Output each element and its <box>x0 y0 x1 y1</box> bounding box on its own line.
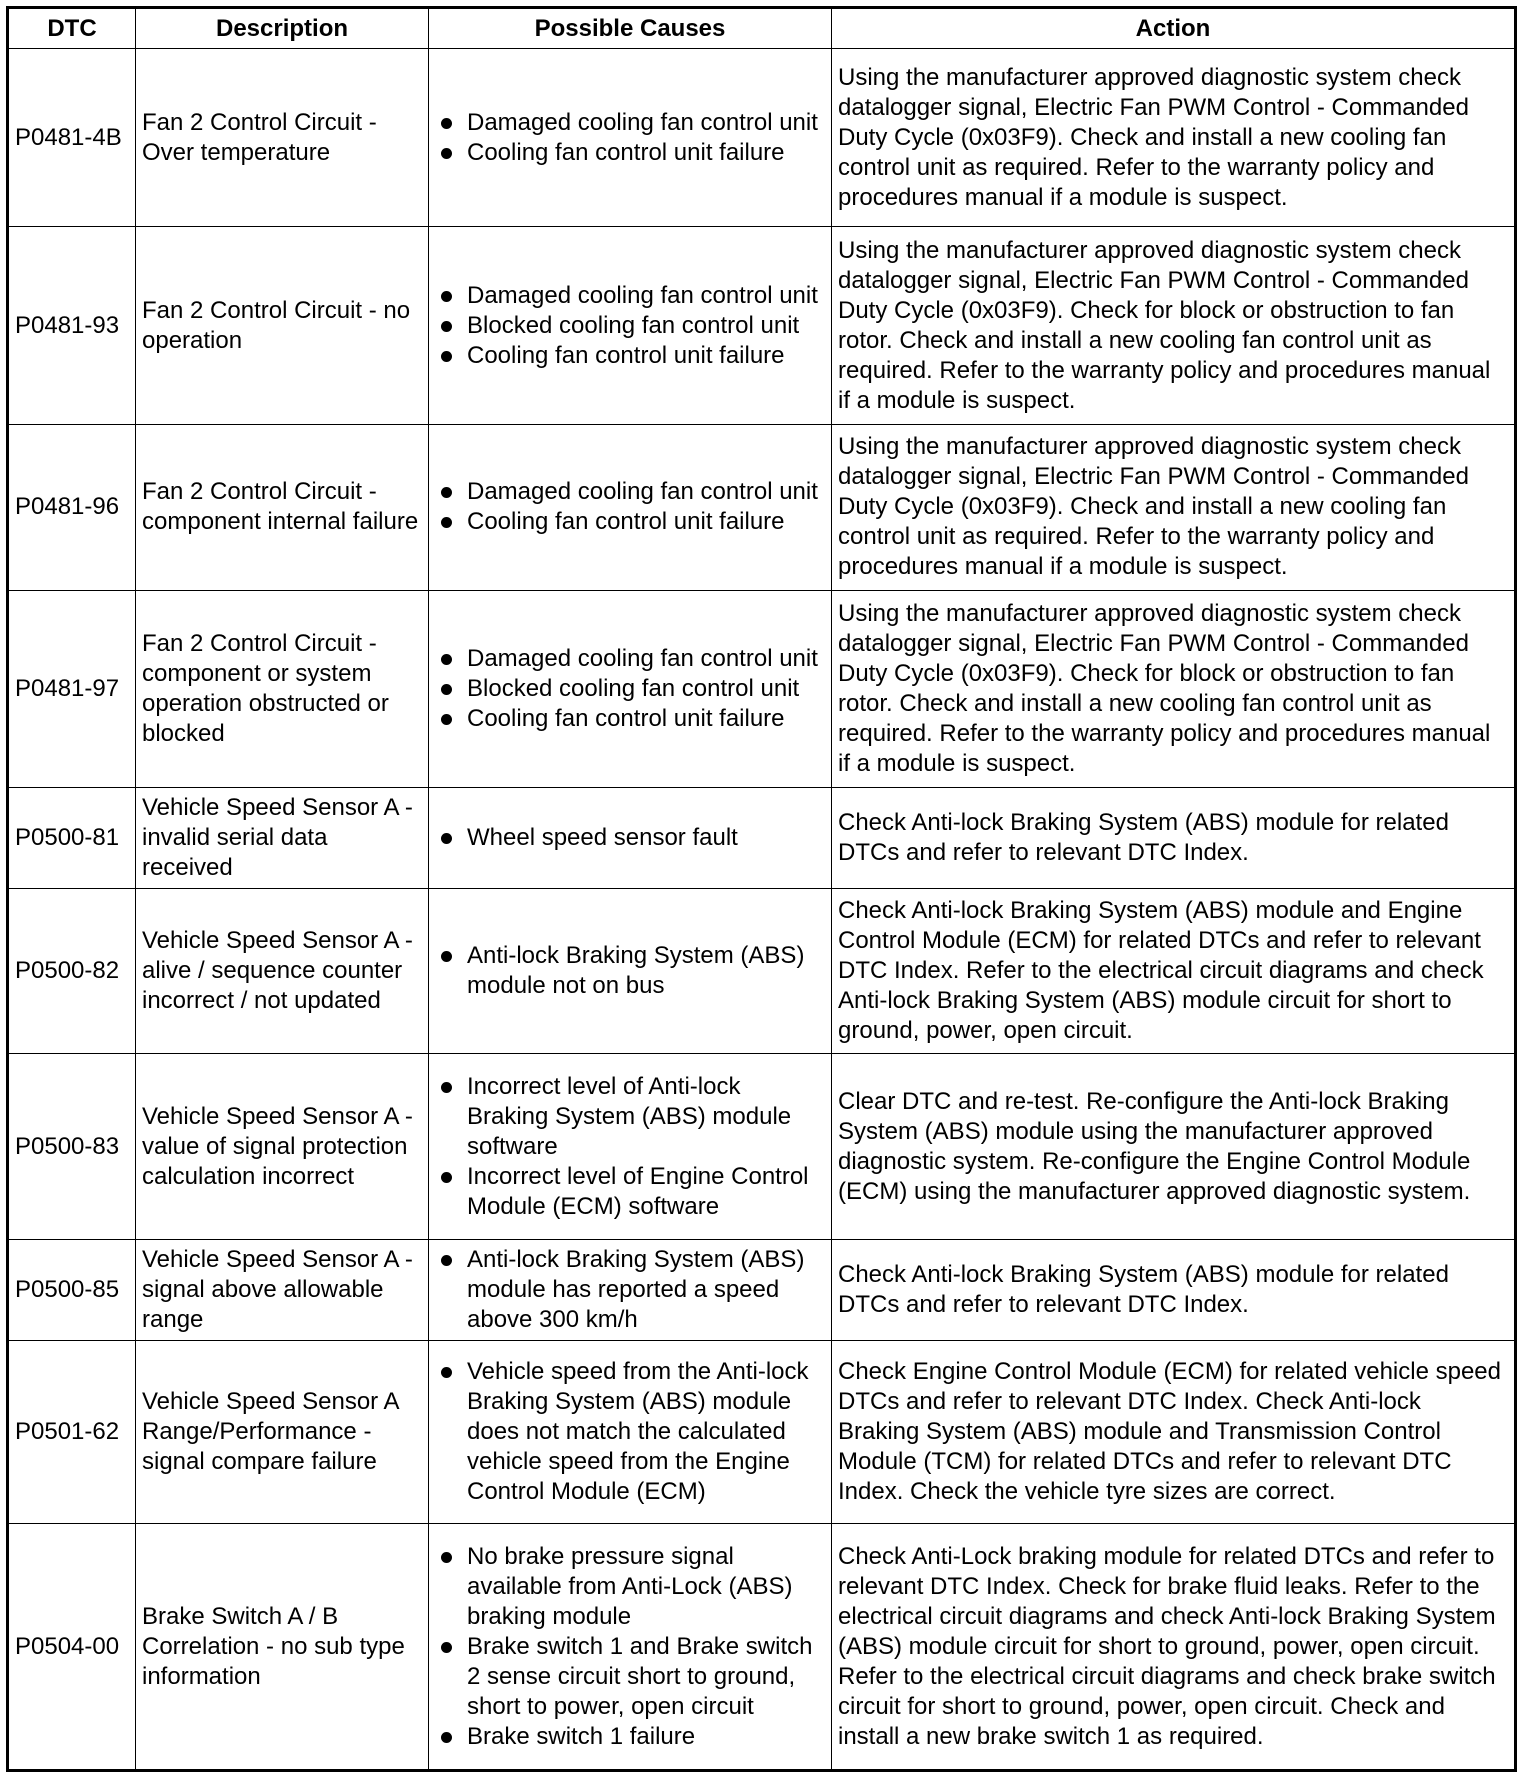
dtc-code: P0481-97 <box>8 590 136 788</box>
action-text: Check Anti-lock Braking System (ABS) module for related DTCs and refer to relevant DTC Index. <box>832 788 1516 889</box>
header-row <box>8 8 1516 49</box>
dtc-code: P0501-62 <box>8 1340 136 1524</box>
possible-causes-list <box>435 477 825 537</box>
table-row <box>8 1054 1516 1240</box>
possible-cause-item: Incorrect level of Anti-lock Braking System (ABS) module software <box>435 1072 825 1162</box>
table-row <box>8 788 1516 889</box>
action-text: Check Anti-lock Braking System (ABS) module and Engine Control Module (ECM) for related DTCs and refer to relevant DTC Index. Refer to the electrical circuit diagrams and check Anti-lock Braking System (ABS) module circuit for short to ground, power, open circuit. <box>832 888 1516 1053</box>
dtc-table <box>6 6 1517 1772</box>
table-row <box>8 1524 1516 1771</box>
dtc-description: Fan 2 Control Circuit - component or system operation obstructed or blocked <box>136 590 429 788</box>
dtc-code: P0500-83 <box>8 1054 136 1240</box>
possible-causes-list <box>435 281 825 371</box>
possible-cause-item: Damaged cooling fan control unit <box>435 477 825 507</box>
possible-causes-list <box>435 1072 825 1222</box>
dtc-code: P0500-81 <box>8 788 136 889</box>
possible-cause-item: Blocked cooling fan control unit <box>435 674 825 704</box>
dtc-description: Vehicle Speed Sensor A - invalid serial data received <box>136 788 429 889</box>
header-description: Description <box>136 8 429 49</box>
possible-causes-cell <box>429 425 832 590</box>
table-row <box>8 1240 1516 1341</box>
action-text: Check Anti-lock Braking System (ABS) module for related DTCs and refer to relevant DTC Index. <box>832 1240 1516 1341</box>
table-row <box>8 590 1516 788</box>
possible-causes-cell <box>429 1054 832 1240</box>
dtc-description: Vehicle Speed Sensor A - value of signal protection calculation incorrect <box>136 1054 429 1240</box>
possible-cause-item: No brake pressure signal available from Anti-Lock (ABS) braking module <box>435 1542 825 1632</box>
possible-cause-item: Cooling fan control unit failure <box>435 138 825 168</box>
possible-cause-item: Cooling fan control unit failure <box>435 341 825 371</box>
possible-causes-cell <box>429 888 832 1053</box>
possible-causes-list <box>435 823 825 853</box>
action-text: Using the manufacturer approved diagnostic system check datalogger signal, Electric Fan PWM Control - Commanded Duty Cycle (0x03F9). Check and install a new cooling fan control unit as required. Refer to the warranty policy and procedures manual if a module is suspect. <box>832 425 1516 590</box>
dtc-code: P0481-96 <box>8 425 136 590</box>
dtc-code: P0481-4B <box>8 49 136 227</box>
possible-causes-cell <box>429 590 832 788</box>
possible-causes-list <box>435 1357 825 1507</box>
table-row <box>8 425 1516 590</box>
dtc-code: P0500-82 <box>8 888 136 1053</box>
possible-causes-list <box>435 941 825 1001</box>
possible-causes-cell <box>429 1524 832 1771</box>
table-row <box>8 227 1516 425</box>
dtc-description: Fan 2 Control Circuit - Over temperature <box>136 49 429 227</box>
possible-causes-cell <box>429 49 832 227</box>
table-row <box>8 888 1516 1053</box>
possible-cause-item: Brake switch 1 and Brake switch 2 sense circuit short to ground, short to power, open circuit <box>435 1632 825 1722</box>
dtc-code: P0500-85 <box>8 1240 136 1341</box>
possible-cause-item: Brake switch 1 failure <box>435 1722 825 1752</box>
possible-causes-list <box>435 1542 825 1752</box>
action-text: Using the manufacturer approved diagnostic system check datalogger signal, Electric Fan PWM Control - Commanded Duty Cycle (0x03F9). Check for block or obstruction to fan rotor. Check and install a new cooling fan control unit as required. Refer to the warranty policy and procedures manual if a module is suspect. <box>832 227 1516 425</box>
possible-causes-cell <box>429 227 832 425</box>
dtc-description: Fan 2 Control Circuit - component internal failure <box>136 425 429 590</box>
possible-cause-item: Wheel speed sensor fault <box>435 823 825 853</box>
possible-causes-list <box>435 1245 825 1335</box>
possible-cause-item: Anti-lock Braking System (ABS) module has reported a speed above 300 km/h <box>435 1245 825 1335</box>
table-row <box>8 1340 1516 1524</box>
dtc-description: Vehicle Speed Sensor A - signal above allowable range <box>136 1240 429 1341</box>
possible-causes-cell <box>429 1240 832 1341</box>
table-body <box>8 49 1516 1771</box>
action-text: Check Engine Control Module (ECM) for related vehicle speed DTCs and refer to relevant DTC Index. Check Anti-lock Braking System (ABS) module and Transmission Control Module (TCM) for related DTCs and refer to relevant DTC Index. Check the vehicle tyre sizes are correct. <box>832 1340 1516 1524</box>
possible-causes-list <box>435 644 825 734</box>
possible-cause-item: Damaged cooling fan control unit <box>435 108 825 138</box>
dtc-code: P0504-00 <box>8 1524 136 1771</box>
action-text: Using the manufacturer approved diagnostic system check datalogger signal, Electric Fan PWM Control - Commanded Duty Cycle (0x03F9). Check and install a new cooling fan control unit as required. Refer to the warranty policy and procedures manual if a module is suspect. <box>832 49 1516 227</box>
possible-cause-item: Damaged cooling fan control unit <box>435 644 825 674</box>
possible-cause-item: Blocked cooling fan control unit <box>435 311 825 341</box>
dtc-description: Fan 2 Control Circuit - no operation <box>136 227 429 425</box>
dtc-description: Vehicle Speed Sensor A Range/Performance - signal compare failure <box>136 1340 429 1524</box>
header-possible-causes: Possible Causes <box>429 8 832 49</box>
dtc-code: P0481-93 <box>8 227 136 425</box>
header-action: Action <box>832 8 1516 49</box>
possible-cause-item: Vehicle speed from the Anti-lock Braking System (ABS) module does not match the calculated vehicle speed from the Engine Control Module (ECM) <box>435 1357 825 1507</box>
possible-causes-cell <box>429 1340 832 1524</box>
possible-cause-item: Incorrect level of Engine Control Module (ECM) software <box>435 1162 825 1222</box>
header-dtc: DTC <box>8 8 136 49</box>
possible-cause-item: Anti-lock Braking System (ABS) module not on bus <box>435 941 825 1001</box>
dtc-description: Brake Switch A / B Correlation - no sub type information <box>136 1524 429 1771</box>
possible-cause-item: Cooling fan control unit failure <box>435 507 825 537</box>
possible-cause-item: Damaged cooling fan control unit <box>435 281 825 311</box>
action-text: Using the manufacturer approved diagnostic system check datalogger signal, Electric Fan PWM Control - Commanded Duty Cycle (0x03F9). Check for block or obstruction to fan rotor. Check and install a new cooling fan control unit as required. Refer to the warranty policy and procedures manual if a module is suspect. <box>832 590 1516 788</box>
possible-causes-list <box>435 108 825 168</box>
dtc-description: Vehicle Speed Sensor A - alive / sequence counter incorrect / not updated <box>136 888 429 1053</box>
table-row <box>8 49 1516 227</box>
action-text: Check Anti-Lock braking module for related DTCs and refer to relevant DTC Index. Check for brake fluid leaks. Refer to the electrical circuit diagrams and check Anti-lock Braking System (ABS) module circuit for short to ground, power, open circuit. Refer to the electrical circuit diagrams and check brake switch circuit for short to ground, power, open circuit. Check and install a new brake switch 1 as required. <box>832 1524 1516 1771</box>
possible-cause-item: Cooling fan control unit failure <box>435 704 825 734</box>
action-text: Clear DTC and re-test. Re-configure the Anti-lock Braking System (ABS) module using the manufacturer approved diagnostic system. Re-configure the Engine Control Module (ECM) using the manufacturer approved diagnostic system. <box>832 1054 1516 1240</box>
possible-causes-cell <box>429 788 832 889</box>
